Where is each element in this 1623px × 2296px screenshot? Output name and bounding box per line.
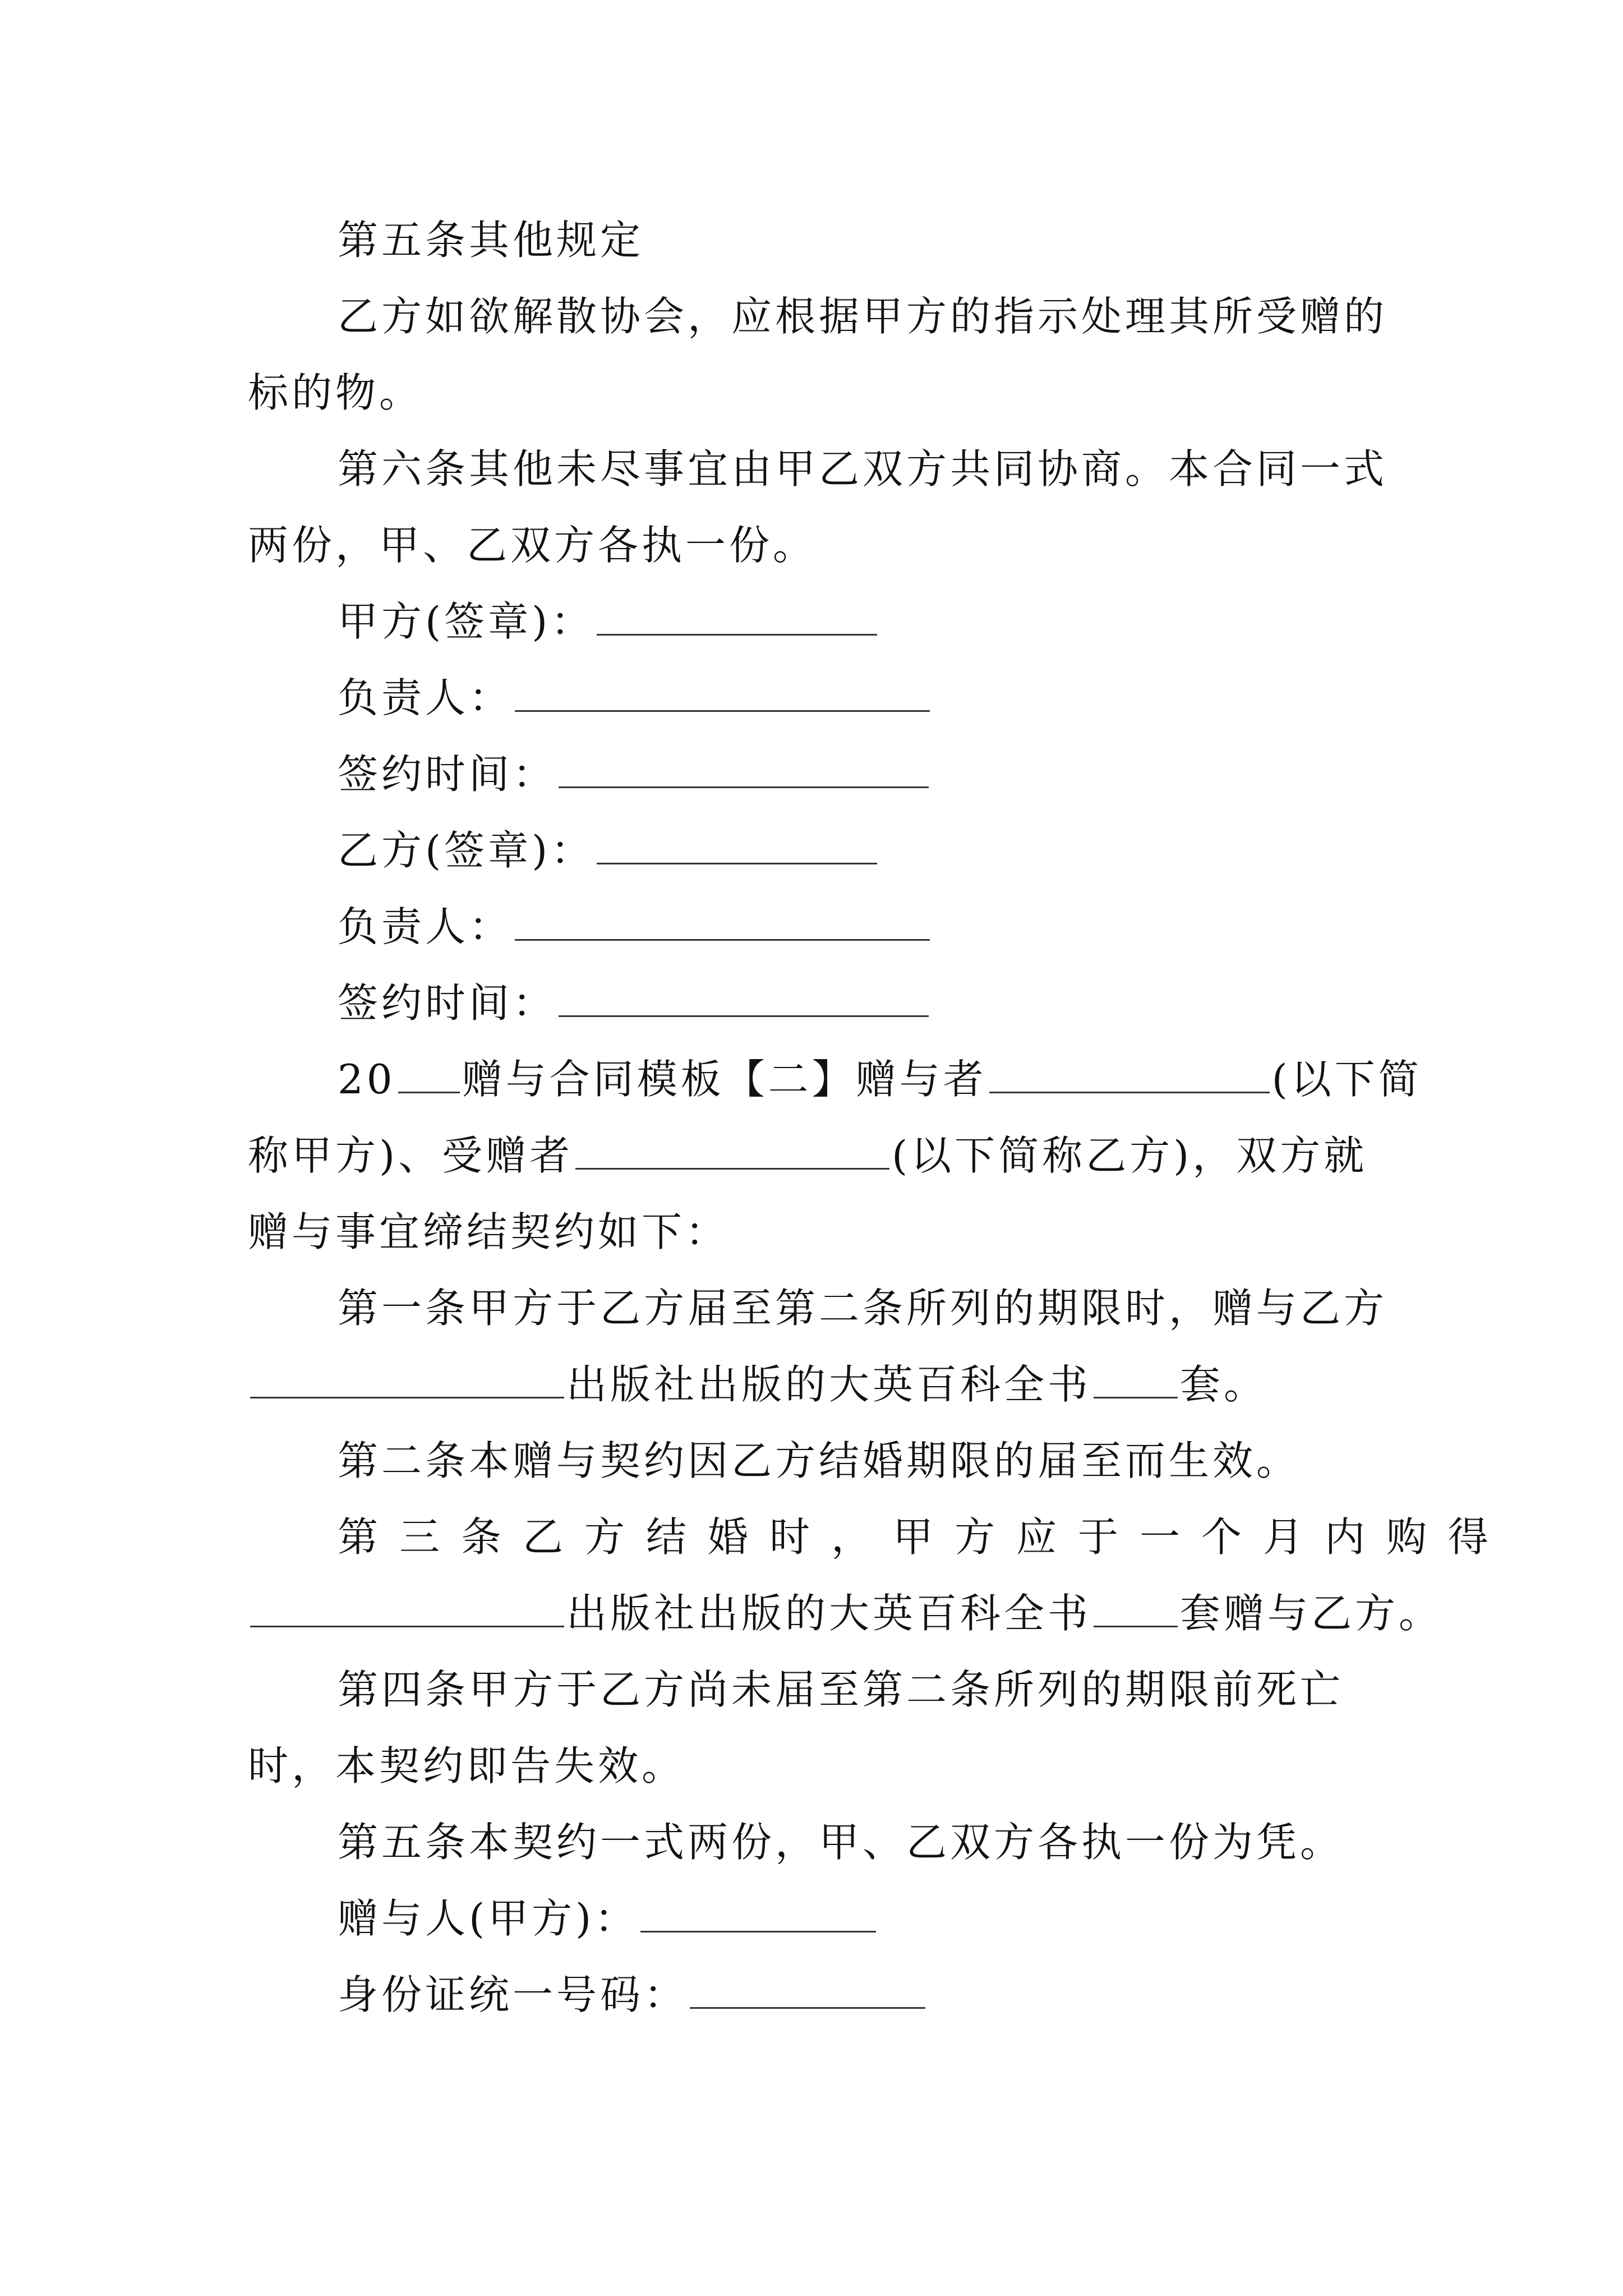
paragraph-fragment: 套赠与乙方。 [1180,1590,1443,1637]
id-number-label: 身份证统一号码： [338,1971,688,2018]
donor-signature-row [248,1880,1386,1957]
party-a-responsible-row [248,660,1386,736]
paragraph-line: 第一条甲方于乙方届至第二条所列的期限时，赠与乙方 [338,1285,1388,1332]
donor-signature-label: 赠与人(甲方)： [338,1895,639,1942]
party-b-responsible-row [248,889,1386,965]
party-b-date-row [248,965,1386,1041]
paragraph-line [248,1575,1443,1651]
party-a-responsible-field[interactable] [515,670,930,712]
paragraph-line: 第二条本赠与契约因乙方结婚期限的届至而生效。 [338,1437,1301,1484]
document-body [248,202,1510,2033]
paragraph-line: 时，本契约即告失效。 [248,1742,686,1789]
id-number-field[interactable] [690,1967,925,2009]
sets-count-field[interactable] [1094,1356,1178,1398]
paragraph-fragment: 称甲方)、受赠者 [248,1132,574,1179]
paragraph-fragment: (以下简称乙方)，双方就 [892,1132,1368,1179]
party-a-date-field[interactable] [559,746,929,788]
party-b-responsible-label: 负责人： [338,903,513,950]
donee-field[interactable] [575,1128,889,1170]
donor-field[interactable] [989,1051,1270,1093]
party-a-date-label: 签约时间： [338,751,557,798]
paragraph-line [248,1346,1386,1423]
party-b-signature-field[interactable] [597,822,877,864]
sets-count-field[interactable] [1094,1585,1178,1627]
paragraph-line: 赠与事宜缔结契约如下： [248,1208,730,1255]
paragraph-line: 第四条甲方于乙方尚未届至第二条所列的期限前死亡 [338,1666,1344,1713]
article-5-heading: 第五条其他规定 [338,217,644,264]
paragraph-line [248,1117,1386,1194]
party-a-signature-row [248,583,1386,660]
paragraph-fragment: 套。 [1180,1361,1268,1408]
template-2-intro-line [248,1041,1422,1117]
paragraph-line: 两份，甲、乙双方各执一份。 [248,522,817,569]
year-prefix: 20 [338,1056,396,1103]
donor-signature-field[interactable] [640,1890,876,1932]
party-a-signature-field[interactable] [597,593,877,636]
publisher-field[interactable] [250,1585,564,1627]
party-a-date-row [248,736,1386,812]
party-b-date-field[interactable] [559,975,929,1017]
template-2-title: 赠与合同模板【二】赠与者 [462,1056,987,1103]
id-number-row [248,1957,1386,2033]
paragraph-line: 第三条乙方结婚时，甲方应于一个月内购得 [338,1513,1510,1561]
paragraph-fragment: 出版社出版的大英百科全书 [566,1590,1092,1637]
paragraph-line: 第五条本契约一式两份，甲、乙双方各执一份为凭。 [338,1819,1344,1866]
paragraph-fragment: 出版社出版的大英百科全书 [566,1361,1092,1408]
party-a-signature-label: 甲方(签章)： [338,598,595,645]
paragraph-line: 标的物。 [248,369,423,416]
party-b-signature-row [248,812,1386,889]
party-b-responsible-field[interactable] [515,899,930,941]
paragraph-fragment: (以下简 [1271,1056,1422,1103]
paragraph-line: 第六条其他未尽事宜由甲乙双方共同协商。本合同一式 [338,445,1388,493]
party-b-signature-label: 乙方(签章)： [338,827,595,874]
paragraph-line: 乙方如欲解散协会，应根据甲方的指示处理其所受赠的 [338,293,1388,340]
party-b-date-label: 签约时间： [338,979,557,1027]
publisher-field[interactable] [250,1356,564,1398]
year-field[interactable] [398,1051,460,1093]
party-a-responsible-label: 负责人： [338,674,513,721]
